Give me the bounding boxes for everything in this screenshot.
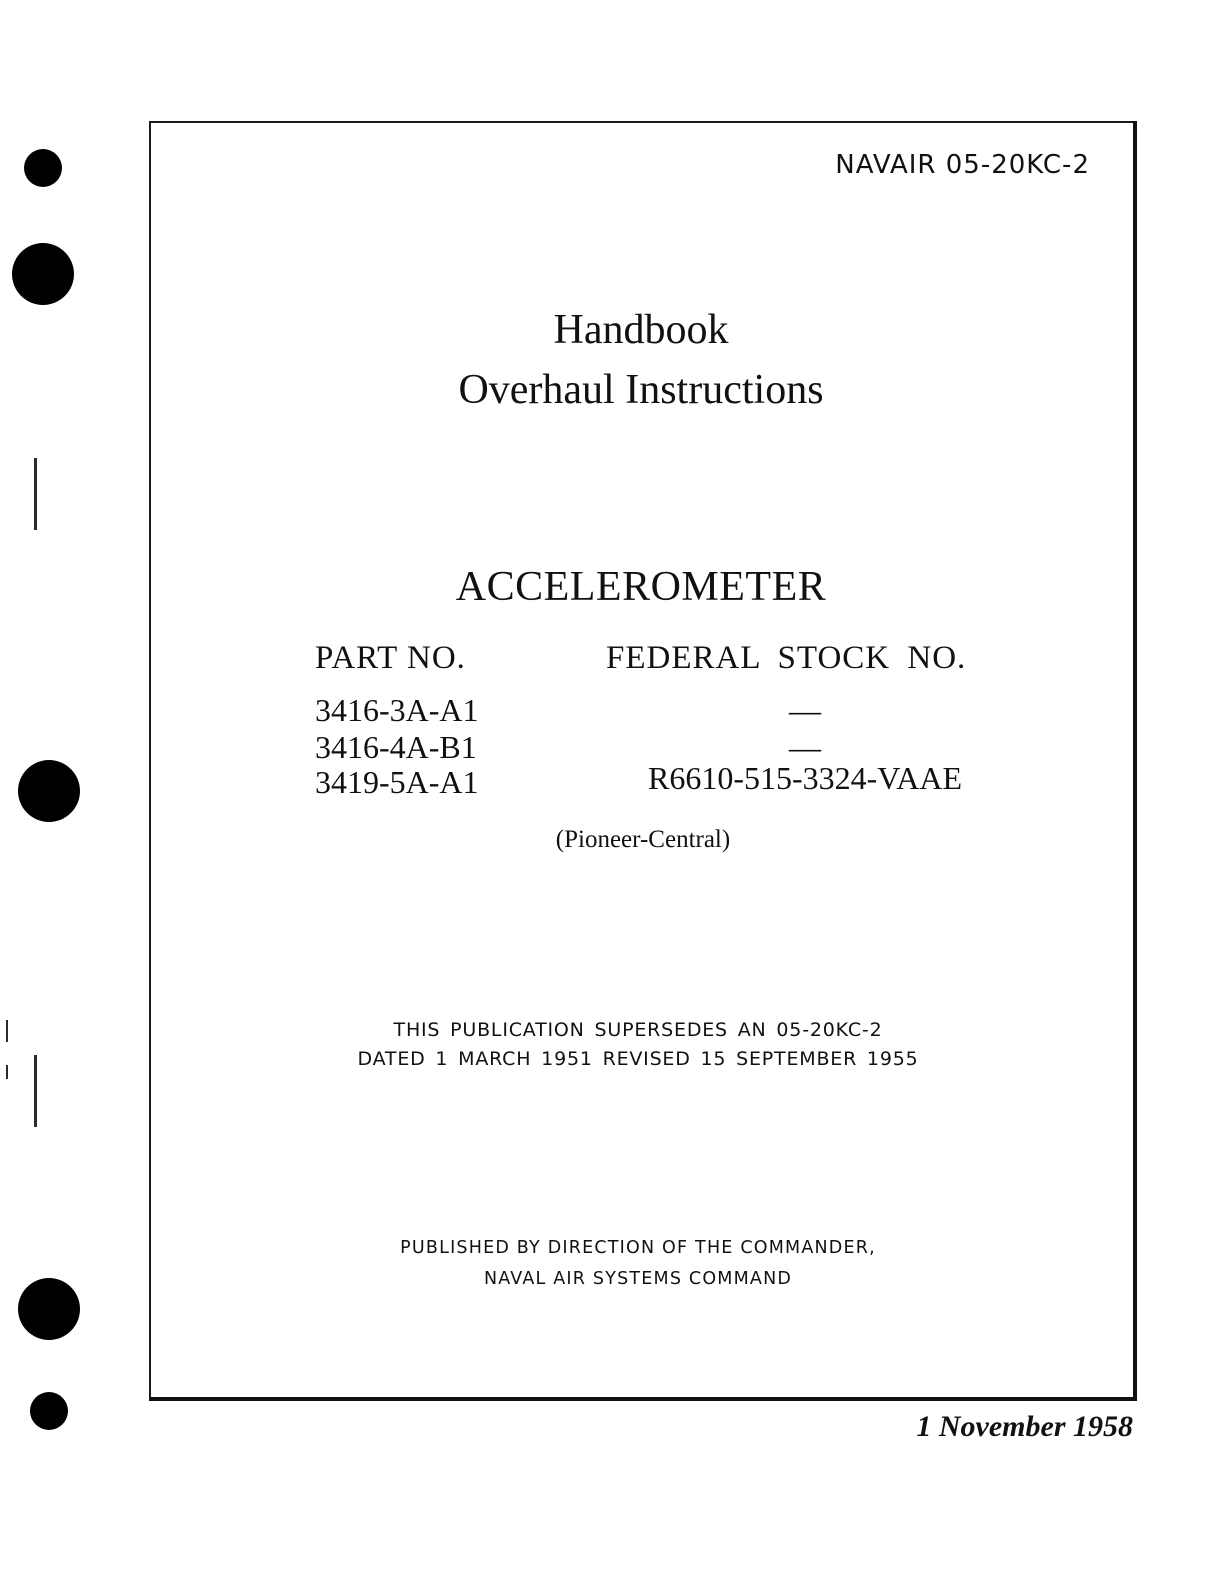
title-line-handbook: Handbook: [553, 307, 729, 353]
binder-hole: [12, 243, 74, 305]
column-header-part-no: PART NO.: [315, 640, 466, 676]
publication-date: 1 November 1958: [916, 1410, 1133, 1443]
scan-mark: [34, 458, 37, 530]
product-name: ACCELEROMETER: [455, 564, 827, 610]
title-line-overhaul: Overhaul Instructions: [458, 367, 824, 413]
manufacturer-name: (Pioneer-Central): [555, 826, 731, 853]
supersedes-notice-line: THIS PUBLICATION SUPERSEDES AN 05-20KC-2: [393, 1019, 883, 1041]
column-header-stock-no: FEDERAL STOCK NO.: [606, 640, 967, 676]
part-number: 3416-4A-B1: [315, 729, 477, 765]
scan-mark: [34, 1055, 37, 1127]
stock-number: —: [789, 692, 821, 728]
binder-hole: [18, 760, 80, 822]
publisher-line: NAVAL AIR SYSTEMS COMMAND: [483, 1269, 793, 1289]
scan-mark: [6, 1065, 8, 1079]
document-number: NAVAIR 05-20KC-2: [835, 150, 1090, 180]
binder-hole: [30, 1392, 68, 1430]
supersedes-notice-line: DATED 1 MARCH 1951 REVISED 15 SEPTEMBER 1955: [357, 1048, 919, 1070]
stock-number: —: [789, 729, 821, 765]
publisher-line: PUBLISHED BY DIRECTION OF THE COMMANDER,: [400, 1238, 876, 1258]
scan-mark: [6, 1020, 8, 1042]
part-number: 3419-5A-A1: [315, 764, 479, 800]
part-number: 3416-3A-A1: [315, 692, 479, 728]
binder-hole: [18, 1278, 80, 1340]
binder-hole: [24, 149, 62, 187]
stock-number: R6610-515-3324-VAAE: [647, 760, 963, 796]
